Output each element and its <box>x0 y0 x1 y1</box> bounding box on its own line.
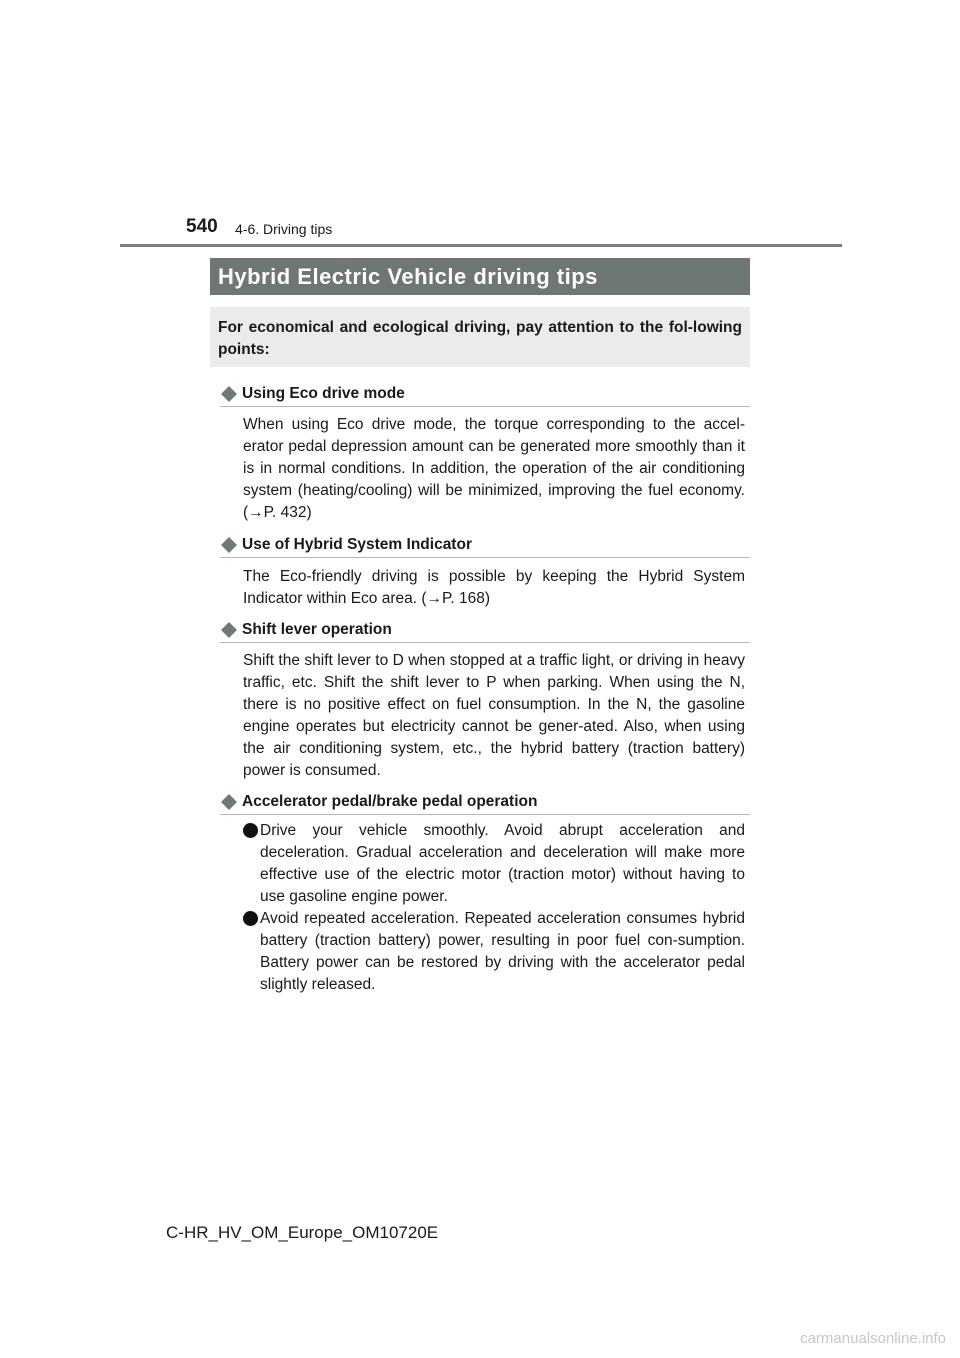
watermark: carmanualsonline.info <box>800 1330 946 1347</box>
bullet-icon <box>243 823 258 838</box>
section-body-hybrid-indicator: The Eco-friendly driving is possible by keeping the Hybrid System Indicator within Eco area. (→P. 168) <box>243 568 745 607</box>
section-heading-label: Use of Hybrid System Indicator <box>242 536 472 553</box>
section-heading-label: Shift lever operation <box>242 621 392 638</box>
section-label: 4-6. Driving tips <box>235 221 333 237</box>
section-body-shift-lever: Shift the shift lever to D when stopped at a traffic light, or driving in heavy traffic, etc. Shift the shift lever to P when parking. When using the N, there is no positive effect on fuel consumption. In the N, the gasoline engine operates but electricity cannot be gener-ated. Also, when using the air conditioning system, etc., the hybrid battery (traction battery) power is consumed. <box>243 652 745 779</box>
diamond-icon <box>220 385 238 403</box>
page-number: 540 <box>186 216 218 237</box>
diamond-icon <box>220 621 238 639</box>
intro-box: For economical and ecological driving, pay attention to the fol-lowing points: <box>210 307 750 367</box>
list-item-text: Avoid repeated acceleration. Repeated acceleration consumes hybrid battery (traction battery) power, resulting in poor fuel con-sumption. Battery power can be restored by driving with the accelerator pedal slightly released. <box>260 910 745 993</box>
section-heading-label: Accelerator pedal/brake pedal operation <box>242 793 538 810</box>
page-title: Hybrid Electric Vehicle driving tips <box>210 258 750 295</box>
section-heading-pedal-operation <box>220 791 750 815</box>
diamond-icon <box>220 793 238 811</box>
diamond-icon <box>220 536 238 554</box>
list-item-text: Drive your vehicle smoothly. Avoid abrupt acceleration and deceleration. Gradual acceleration and deceleration will make more effective use of the electric motor (traction motor) without having to use gasoline engine power. <box>260 822 745 905</box>
header-rule <box>120 244 842 247</box>
section-heading-label: Using Eco drive mode <box>242 385 405 402</box>
section-heading-shift-lever <box>220 619 750 643</box>
section-heading-hybrid-indicator <box>220 534 750 558</box>
section-heading-eco-mode <box>220 383 750 407</box>
section-body-eco-mode: When using Eco drive mode, the torque corresponding to the accel-erator pedal depression amount can be generated more smoothly than it is in normal conditions. In addition, the operation of the air conditioning system (heating/cooling) will be minimized, improving the fuel economy. (→P. 432) <box>243 416 745 521</box>
document-code: C-HR_HV_OM_Europe_OM10720E <box>166 1223 439 1242</box>
bullet-icon <box>243 911 258 926</box>
